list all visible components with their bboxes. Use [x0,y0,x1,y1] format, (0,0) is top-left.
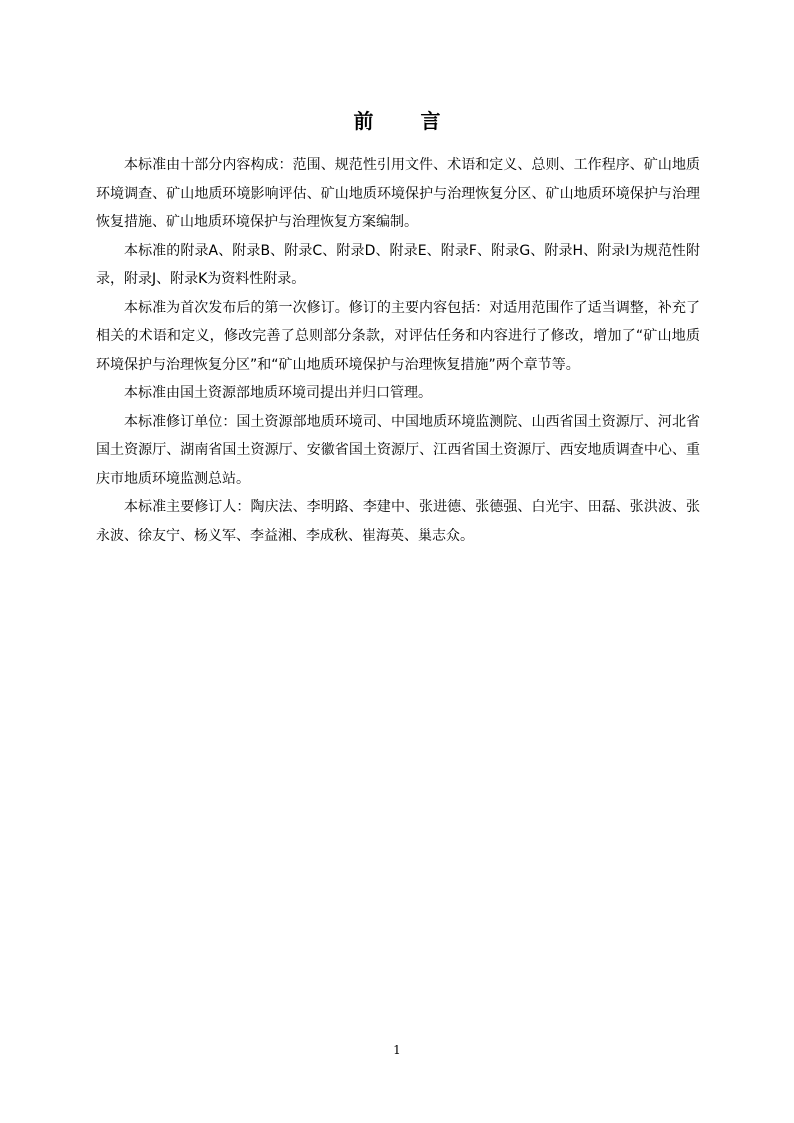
paragraph-management: 本标准由国土资源部地质环境司提出并归口管理。 [124,385,432,401]
paragraph-revising-units: 本标准修订单位：国土资源部地质环境司、中国地质环境监测院、山西省国土资源厅、河北省国土资源厅、湖南省国土资源厅、安徽省国土资源厅、江西省国土资源厅、西安地质调查中心、重庆市地质环境监测总站。 [96,413,700,487]
paragraph-revision: 本标准为首次发布后的第一次修订。修订的主要内容包括：对适用范围作了适当调整，补充了相关的术语和定义，修改完善了总则部分条款，对评估任务和内容进行了修改，增加了“矿山地质环境保护与治理恢复分区”和“矿山地质环境保护与治理恢复措施”两个章节等。 [96,299,700,373]
preface-body [96,151,700,550]
paragraph-revisers: 本标准主要修订人：陶庆法、李明路、李建中、张进德、张德强、白光宇、田磊、张洪波、张永波、徐友宁、杨义军、李益湘、李成秋、崔海英、巢志众。 [96,499,700,544]
paragraph-appendices: 本标准的附录A、附录B、附录C、附录D、附录E、附录F、附录G、附录H、附录I为规范性附录，附录J、附录K为资料性附录。 [96,242,700,287]
paragraph-composition: 本标准由十部分内容构成：范围、规范性引用文件、术语和定义、总则、工作程序、矿山地质环境调查、矿山地质环境影响评估、矿山地质环境保护与治理恢复分区、矿山地质环境保护与治理恢复措施、矿山地质环境保护与治理恢复方案编制。 [96,157,700,230]
page-number: 1 [393,1043,401,1057]
page-title: 前 言 [353,109,461,133]
